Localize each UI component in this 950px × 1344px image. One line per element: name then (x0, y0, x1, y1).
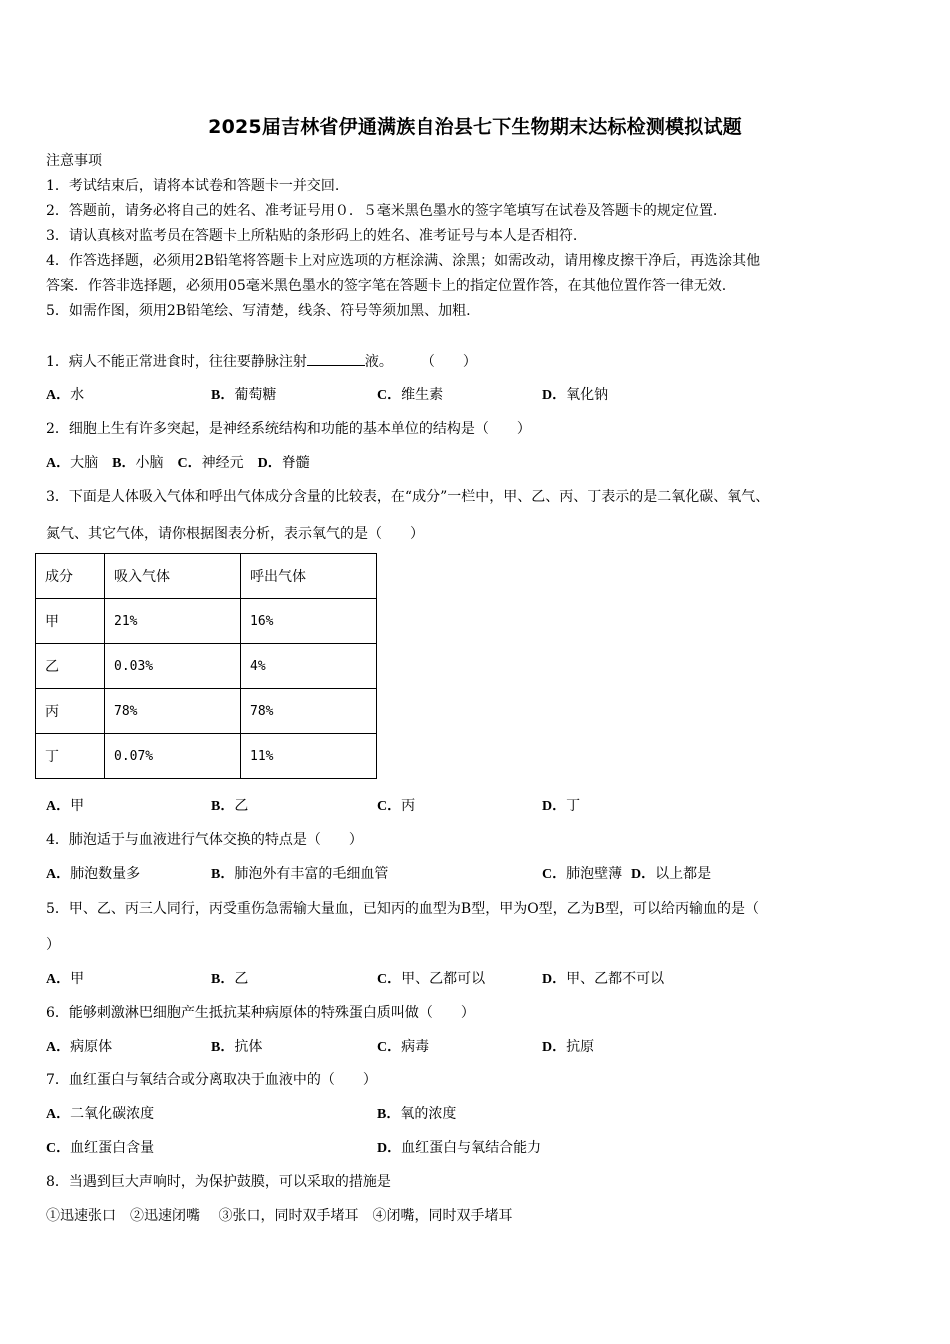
table-cell: 0.07% (105, 734, 241, 779)
table-header: 成分 (36, 554, 105, 599)
table-row (36, 644, 377, 689)
table-cell: 丁 (36, 734, 105, 779)
table-header: 呼出气体 (241, 554, 377, 599)
question-1-stem-part-b: 液。 （ ） (364, 354, 477, 370)
table-cell: 16% (241, 599, 377, 644)
question-7-stem: 7．血红蛋白与氧结合或分离取决于血液中的（ ） (46, 1072, 377, 1088)
q5-option-a: A．甲 (46, 971, 85, 987)
q1-option-a: A．水 (46, 387, 85, 403)
q4-option-b: B．肺泡外有丰富的毛细血管 (211, 866, 389, 882)
q3-option-b: B．乙 (211, 798, 249, 814)
q4-option-cd: C．肺泡壁薄 D．以上都是 (542, 866, 712, 882)
q1-option-b: B．葡萄糖 (211, 387, 277, 403)
question-8-choices: ①迅速张口 ②迅速闭嘴 ③张口，同时双手堵耳 ④闭嘴，同时双手堵耳 (46, 1208, 513, 1224)
table-cell: 78% (241, 689, 377, 734)
q5-option-d: D．甲、乙都不可以 (542, 971, 665, 987)
notice-item: 答案．作答非选择题，必须用05毫米黑色墨水的签字笔在答题卡上的指定位置作答，在其他位置作答一律无效. (46, 278, 727, 294)
q6-option-b: B．抗体 (211, 1039, 263, 1055)
q7-option-a: A．二氧化碳浓度 (46, 1106, 155, 1122)
q7-option-c: C．血红蛋白含量 (46, 1140, 155, 1156)
table-row (36, 734, 377, 779)
question-3-stem-line1: 3．下面是人体吸入气体和呼出气体成分含量的比较表，在“成分”一栏中，甲、乙、丙、丁表示的是二氧化碳、氧气、 (46, 489, 770, 505)
question-1-stem-part-a: 1．病人不能正常进食时，往往要静脉注射 (46, 354, 307, 370)
q1-option-c: C．维生素 (377, 387, 444, 403)
table-cell: 0.03% (105, 644, 241, 689)
question-1-stem (46, 352, 477, 371)
table-cell: 乙 (36, 644, 105, 689)
notice-item: 5．如需作图，须用2B铅笔绘、写清楚，线条、符号等须加黑、加粗. (46, 303, 471, 319)
notice-heading: 注意事项 (46, 153, 102, 169)
exam-title: 2025届吉林省伊通满族自治县七下生物期末达标检测模拟试题 (208, 116, 742, 138)
fill-blank (307, 352, 365, 366)
table-header-row (36, 554, 377, 599)
q3-option-d: D．丁 (542, 798, 581, 814)
table-cell: 78% (105, 689, 241, 734)
q4-option-a: A．肺泡数量多 (46, 866, 141, 882)
table-row (36, 689, 377, 734)
table-cell: 甲 (36, 599, 105, 644)
table-cell: 4% (241, 644, 377, 689)
q2-options: A．大脑 B．小脑 C．神经元 D．脊髓 (46, 455, 310, 471)
q7-option-d: D．血红蛋白与氧结合能力 (377, 1140, 542, 1156)
q1-option-d: D．氧化钠 (542, 387, 609, 403)
gas-composition-table (35, 553, 377, 779)
q6-option-a: A．病原体 (46, 1039, 113, 1055)
question-4-stem: 4．肺泡适于与血液进行气体交换的特点是（ ） (46, 832, 363, 848)
question-5-stem-line2: ） (46, 937, 60, 953)
table-row (36, 599, 377, 644)
notice-item: 3．请认真核对监考员在答题卡上所粘贴的条形码上的姓名、准考证号与本人是否相符. (46, 228, 578, 244)
q3-option-a: A．甲 (46, 798, 85, 814)
q6-option-c: C．病毒 (377, 1039, 430, 1055)
table-cell: 丙 (36, 689, 105, 734)
question-6-stem: 6．能够刺激淋巴细胞产生抵抗某种病原体的特殊蛋白质叫做（ ） (46, 1005, 475, 1021)
table-cell: 21% (105, 599, 241, 644)
table-cell: 11% (241, 734, 377, 779)
notice-item: 1．考试结束后，请将本试卷和答题卡一并交回. (46, 178, 340, 194)
q3-option-c: C．丙 (377, 798, 416, 814)
q6-option-d: D．抗原 (542, 1039, 595, 1055)
table-header: 吸入气体 (105, 554, 241, 599)
notice-item: 2．答题前，请务必将自己的姓名、准考证号用０．５毫米黑色墨水的签字笔填写在试卷及答题卡的规定位置. (46, 203, 718, 219)
q5-option-b: B．乙 (211, 971, 249, 987)
question-5-stem-line1: 5．甲、乙、丙三人同行，丙受重伤急需输大量血，已知丙的血型为B型，甲为O型，乙为B型，可以给丙输血的是（ (46, 901, 759, 917)
question-8-stem: 8．当遇到巨大声响时，为保护鼓膜，可以采取的措施是 (46, 1174, 391, 1190)
q5-option-c: C．甲、乙都可以 (377, 971, 486, 987)
q7-option-b: B．氧的浓度 (377, 1106, 457, 1122)
question-3-stem-line2: 氮气、其它气体，请你根据图表分析，表示氧气的是（ ） (46, 526, 424, 542)
question-2-stem: 2．细胞上生有许多突起，是神经系统结构和功能的基本单位的结构是（ ） (46, 421, 531, 437)
notice-item: 4．作答选择题，必须用2B铅笔将答题卡上对应选项的方框涂满、涂黑；如需改动，请用橡皮擦干净后，再选涂其他 (46, 253, 761, 269)
